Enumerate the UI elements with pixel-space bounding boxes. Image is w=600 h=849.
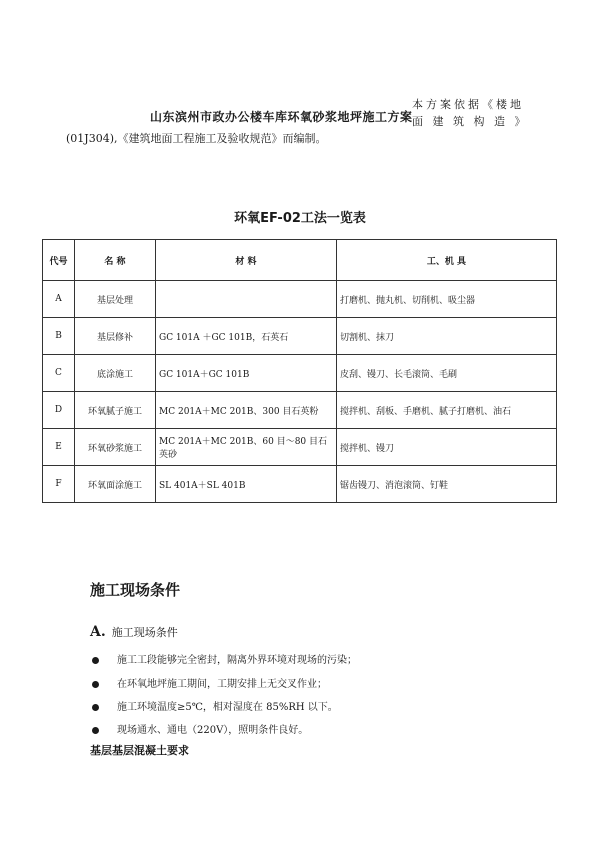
sub-heading-text: 施工现场条件	[111, 626, 178, 639]
table-row	[43, 392, 557, 429]
method-table	[42, 239, 557, 503]
cell-name: 环氧腻子施工	[75, 392, 156, 429]
cell-material: SL 401A＋SL 401B	[156, 466, 337, 503]
intro-text-line2: (01J304),《建筑地面工程施工及验收规范》而编制。	[66, 132, 327, 145]
header-tools: 工、机 具	[337, 240, 557, 281]
cell-name: 环氧面涂施工	[75, 466, 156, 503]
list-item	[92, 675, 327, 690]
cell-name: 基层处理	[75, 281, 156, 318]
cell-name: 底涂施工	[75, 355, 156, 392]
cell-material: GC 101A ＋GC 101B，石英石	[156, 318, 337, 355]
document-title: 山东滨州市政办公楼车库环氧砂浆地坪施工方案	[150, 110, 413, 124]
list-item-text: 在环氧地坪施工期间，工期安排上无交叉作业；	[117, 679, 327, 690]
cell-material: MC 201A＋MC 201B、60 目～80 目石英砂	[156, 429, 337, 466]
cell-name: 基层修补	[75, 318, 156, 355]
list-item	[92, 651, 357, 666]
cell-code: C	[43, 355, 75, 392]
header-material: 材 料	[156, 240, 337, 281]
cell-code: B	[43, 318, 75, 355]
cell-tools: 切割机、抹刀	[337, 318, 557, 355]
sub-heading	[90, 624, 178, 640]
table-header-row	[43, 240, 557, 281]
list-item-text: 施工工段能够完全密封，隔离外界环境对现场的污染；	[117, 655, 357, 666]
header-code: 代号	[43, 240, 75, 281]
footer-heading: 基层基层混凝土要求	[90, 744, 189, 757]
cell-code: A	[43, 281, 75, 318]
table-row	[43, 429, 557, 466]
list-item	[92, 721, 308, 736]
cell-code: E	[43, 429, 75, 466]
intro-text-right	[412, 96, 532, 130]
cell-name: 环氧砂浆施工	[75, 429, 156, 466]
cell-tools: 搅拌机、镘刀	[337, 429, 557, 466]
cell-material	[156, 281, 337, 318]
cell-tools: 搅拌机、刮板、手磨机、腻子打磨机、油石	[337, 392, 557, 429]
sub-heading-letter: A.	[90, 624, 106, 640]
cell-code: D	[43, 392, 75, 429]
list-item-text: 施工环境温度≥5℃，相对湿度在 85%RH 以下。	[117, 702, 338, 713]
bullet-icon	[92, 681, 99, 688]
table-title: 环氧EF-02工法一览表	[234, 211, 366, 226]
table-row	[43, 318, 557, 355]
table-row	[43, 466, 557, 503]
bullet-icon	[92, 704, 99, 711]
cell-material: MC 201A＋MC 201B、300 目石英粉	[156, 392, 337, 429]
bullet-icon	[92, 657, 99, 664]
table-row	[43, 355, 557, 392]
cell-tools: 锯齿镘刀、消泡滚筒、钉鞋	[337, 466, 557, 503]
cell-material: GC 101A＋GC 101B	[156, 355, 337, 392]
cell-tools: 皮刮、镘刀、长毛滚筒、毛刷	[337, 355, 557, 392]
intro-right-line1: 本方案依据《楼地	[412, 98, 524, 111]
bullet-icon	[92, 727, 99, 734]
header-name: 名 称	[75, 240, 156, 281]
cell-tools: 打磨机、抛丸机、切削机、吸尘器	[337, 281, 557, 318]
list-item-text: 现场通水、通电（220V），照明条件良好。	[117, 725, 309, 736]
intro-right-line2: 面 建 筑 构 造 》	[412, 115, 529, 128]
section-heading: 施工现场条件	[90, 581, 181, 599]
table-row	[43, 281, 557, 318]
cell-code: F	[43, 466, 75, 503]
list-item	[92, 698, 338, 713]
